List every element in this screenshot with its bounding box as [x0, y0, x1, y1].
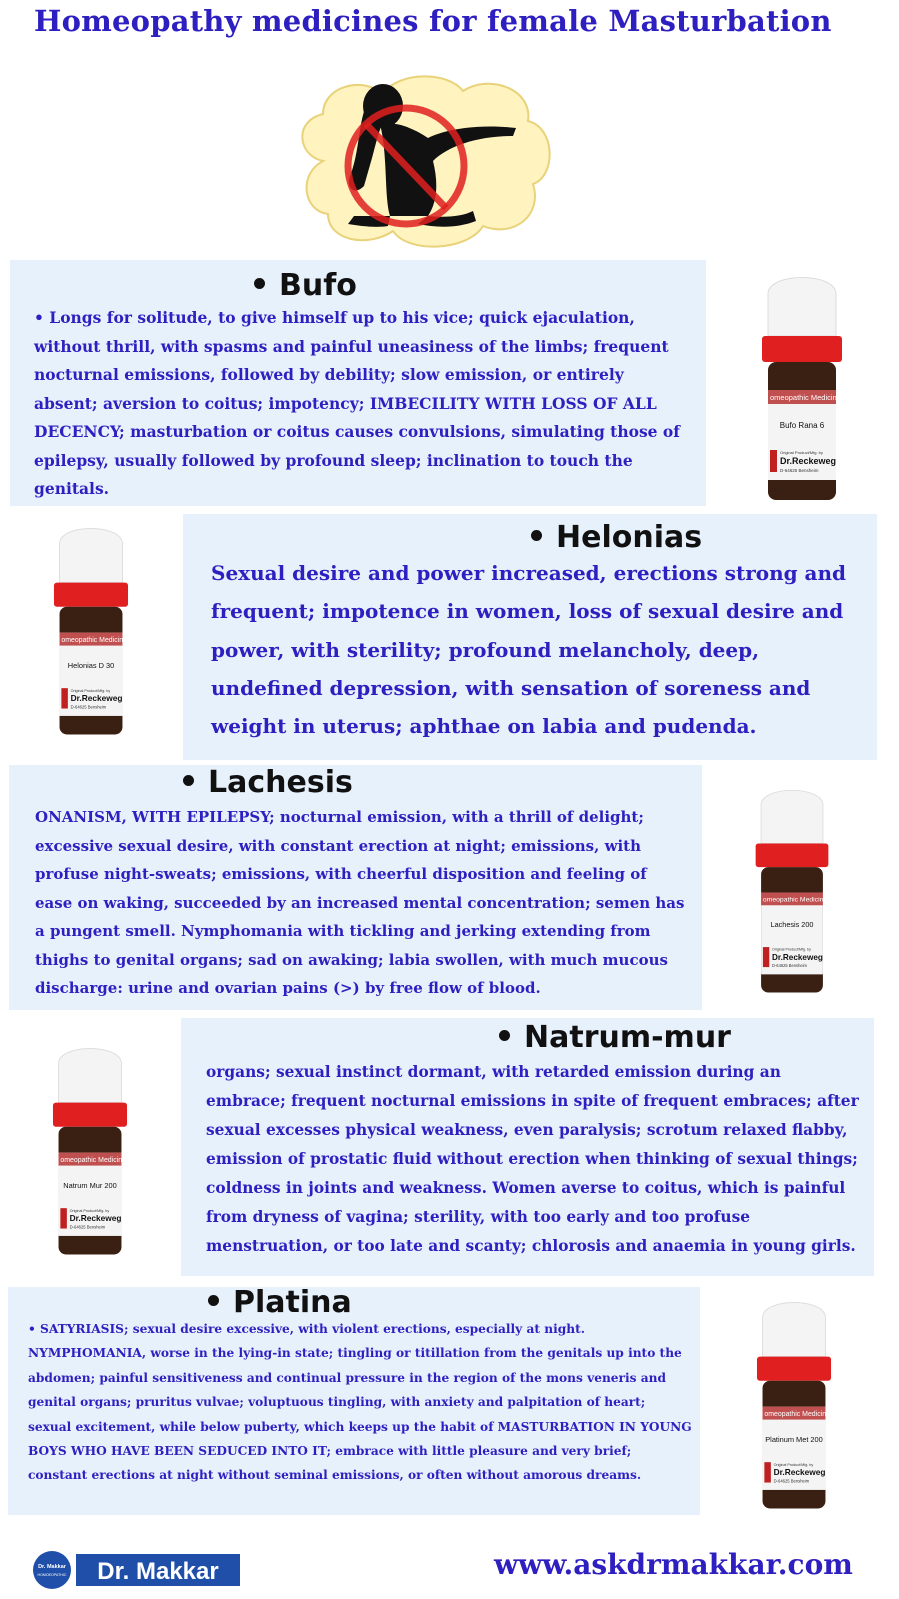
bottle-band-text: omeopathic Medicine [764, 1410, 830, 1418]
bullet-icon [499, 1030, 510, 1041]
bottle-small-text: Original Product/Mfg. by [772, 947, 811, 952]
bottle-brand: Dr.Reckeweg [773, 1467, 826, 1478]
bottle-address: D-64625 Bensheim [773, 1478, 810, 1484]
bottle-address: D-64625 Bensheim [772, 963, 807, 969]
heading-bufo: Bufo [279, 268, 357, 303]
bottle-label: Lachesis 200 [770, 920, 814, 930]
bottle-natrum-mur-image [48, 1036, 132, 1260]
bottle-address: D-64625 Bensheim [69, 1224, 106, 1230]
bottle-small-text: Original Product/Mfg. by [780, 450, 823, 455]
bottle-bufo-image [758, 264, 846, 506]
bullet-icon [254, 278, 265, 289]
bottle-label: Helonias D 30 [67, 660, 115, 670]
bullet-icon [531, 530, 542, 541]
bottle-small-text: Original Product/Mfg. by [69, 1208, 110, 1213]
heading-platina: Platina [233, 1285, 352, 1320]
bottle-helonias-image [50, 516, 132, 740]
page-title: Homeopathy medicines for female Masturbation [34, 4, 832, 38]
logo-badge-line1: Dr. Makkar [38, 1564, 66, 1570]
section-bufo [10, 260, 706, 506]
section-platina [8, 1287, 700, 1515]
logo-text: Dr. Makkar [97, 1558, 219, 1585]
section-heading [254, 268, 357, 303]
section-heading [531, 520, 702, 555]
bottle-band-text: omeopathic Medicine [770, 393, 841, 402]
bottle-brand: Dr.Reckeweg [70, 693, 123, 704]
website-link[interactable]: www.askdrmakkar.com [494, 1548, 853, 1581]
bottle-band-text: omeopathic Medicine [60, 1156, 126, 1164]
heading-helonias: Helonias [556, 520, 703, 555]
bottle-brand: Dr.Reckeweg [772, 952, 823, 962]
no-masturbation-prohibition-icon [288, 66, 558, 252]
section-text-lachesis: ONANISM, WITH EPILEPSY; nocturnal emission, with a thrill of delight; excessive sexual desire, with constant erection at night; emissions, with profuse night-sweats; emissions, with cheerful disposition and feeling of ease on waking, succeeded by an increased mental concentration; semen has a pungent smell. Nymphomania with tickling and jerking extending from thighs to genital organs; sad on awaking; labia swollen, with much mucous discharge: urine and ovarian pains (>) by free flow of blood. [35, 808, 685, 997]
section-heading [499, 1020, 731, 1055]
section-natrum-mur [181, 1018, 874, 1276]
bullet-icon [208, 1295, 219, 1306]
section-helonias [183, 514, 877, 760]
bottle-band-text: omeopathic Medicine [762, 896, 828, 904]
section-heading [183, 765, 353, 800]
logo-badge-line2: HOMOEOPATHIC [37, 1573, 67, 1577]
section-text-platina: • SATYRIASIS; sexual desire excessive, with violent erections, especially at night. NYMPHOMANIA, worse in the lying-in state; tingling or titillation from the genitals up into the abdomen; painful sensitiveness and continual pressure in the region of the mons veneris and genital organs; pruritus vulvae; voluptuous tingling, with anxiety and palpitation of heart; sexual excitement, while below puberty, which keeps up the habit of MASTURBATION IN YOUNG BOYS WHO HAVE BEEN SEDUCED INTO IT; embrace with little pleasure and very brief; constant erections at night without seminal emissions, or often without amorous dreams. [28, 1322, 692, 1483]
heading-lachesis: Lachesis [208, 765, 353, 800]
bottle-label: Platinum Met 200 [765, 1434, 823, 1444]
bottle-address: D-64625 Bensheim [780, 468, 819, 473]
heading-natrum-mur: Natrum-mur [524, 1020, 731, 1055]
section-lachesis [9, 765, 702, 1010]
bottle-label: Bufo Rana 6 [779, 421, 825, 430]
bottle-label: Natrum Mur 200 [63, 1180, 117, 1190]
bottle-brand: Dr.Reckeweg [69, 1213, 122, 1224]
section-heading [208, 1285, 352, 1320]
section-text-bufo: • Longs for solitude, to give himself up to his vice; quick ejaculation, without thrill, with spasms and painful uneasiness of the limbs; frequent nocturnal emissions, followed by debility; slow emission, or entirely absent; aversion to coitus; impotency; IMBECILITY WITH LOSS OF ALL DECENCY; masturbation or coitus causes convulsions, simulating those of epilepsy, usually followed by profound sleep; inclination to touch the genitals. [34, 308, 680, 498]
bottle-platina-image [752, 1290, 836, 1514]
bottle-address: D-64625 Bensheim [70, 704, 107, 710]
bullet-icon [183, 775, 194, 786]
bottle-lachesis-image [752, 776, 832, 1000]
bottle-small-text: Original Product/Mfg. by [773, 1462, 814, 1467]
bottle-band-text: omeopathic Medicine [61, 636, 127, 644]
bottle-brand: Dr.Reckeweg [780, 456, 837, 466]
section-text-helonias: Sexual desire and power increased, erections strong and frequent; impotence in women, loss of sexual desire and power, with sterility; profound melancholy, deep, undefined depression, with sensation of soreness and weight in uterus; aphthae on labia and pudenda. [211, 561, 847, 739]
section-text-natrum-mur: organs; sexual instinct dormant, with retarded emission during an embrace; frequent nocturnal emissions in spite of frequent embraces; after sexual excesses physical weakness, even paralysis; scrotum relaxed flabby, emission of prostatic fluid without erection when thinking of sexual things; coldness in joints and weakness. Women averse to coitus, which is painful from dryness of vagina; sterility, with too early and too profuse menstruation, or too late and scanty; chlorosis and anaemia in young girls. [206, 1063, 859, 1255]
bottle-small-text: Original Product/Mfg. by [70, 688, 111, 693]
dr-makkar-logo [32, 1550, 242, 1590]
